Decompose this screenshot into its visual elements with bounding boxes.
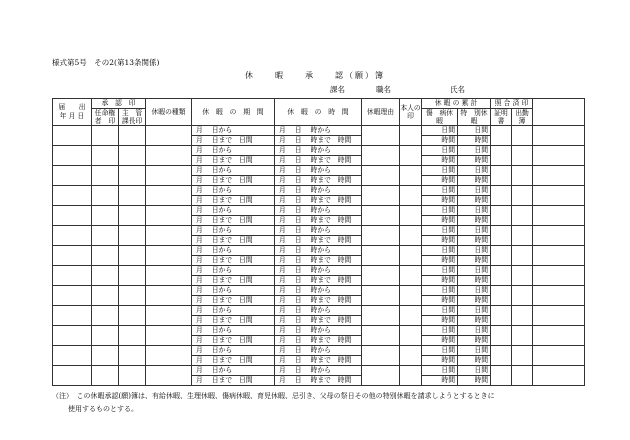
- period-to-cell[interactable]: 月 日まで 日間: [192, 316, 275, 326]
- leave-type-cell[interactable]: [146, 346, 192, 366]
- leave-type-cell[interactable]: [146, 266, 192, 286]
- approver-seal-cell[interactable]: [92, 266, 119, 286]
- period-to-cell[interactable]: 月 日まで 日間: [192, 296, 275, 306]
- reason-cell[interactable]: [362, 286, 400, 306]
- certificate-cell[interactable]: [491, 306, 512, 326]
- special-hours-cell[interactable]: 時間: [458, 136, 491, 146]
- special-hours-cell[interactable]: 時間: [458, 196, 491, 206]
- certificate-cell[interactable]: [491, 126, 512, 146]
- injury-days-cell[interactable]: 日間: [422, 186, 458, 196]
- time-from-cell[interactable]: 月 日 時から: [275, 346, 362, 356]
- blank-cell[interactable]: [533, 266, 585, 286]
- leave-type-cell[interactable]: [146, 126, 192, 146]
- special-days-cell[interactable]: 日間: [458, 346, 491, 356]
- date-header: [53, 99, 92, 126]
- leave-type-cell[interactable]: [146, 366, 192, 386]
- period-to-cell[interactable]: 月 日まで 日間: [192, 356, 275, 366]
- time-to-cell[interactable]: 月 日 時まで 時間: [275, 356, 362, 366]
- attendance-cell[interactable]: [512, 226, 533, 246]
- period-to-cell[interactable]: 月 日まで 日間: [192, 236, 275, 246]
- approver-seal-cell[interactable]: [92, 226, 119, 246]
- period-from-cell[interactable]: 月 日から: [192, 266, 275, 276]
- time-from-cell[interactable]: 月 日 時から: [275, 126, 362, 136]
- certificate-cell[interactable]: [491, 366, 512, 386]
- date-cell[interactable]: [53, 266, 92, 286]
- time-from-cell[interactable]: 月 日 時から: [275, 166, 362, 176]
- period-to-cell[interactable]: 月 日まで 日間: [192, 136, 275, 146]
- injury-hours-cell[interactable]: 時間: [422, 376, 458, 386]
- date-cell[interactable]: [53, 326, 92, 346]
- special-hours-cell[interactable]: 時間: [458, 156, 491, 166]
- reason-cell[interactable]: [362, 366, 400, 386]
- injury-days-cell[interactable]: 日間: [422, 346, 458, 356]
- period-from-cell[interactable]: 月 日から: [192, 166, 275, 176]
- period-to-cell[interactable]: 月 日まで 日間: [192, 216, 275, 226]
- time-from-cell[interactable]: 月 日 時から: [275, 186, 362, 196]
- personal-seal-header: 本人の印: [400, 99, 422, 126]
- section-label: 課名: [330, 85, 345, 94]
- blank-cell[interactable]: [533, 166, 585, 186]
- reason-cell[interactable]: [362, 266, 400, 286]
- time-from-cell[interactable]: 月 日 時から: [275, 366, 362, 376]
- time-to-cell[interactable]: 月 日 時まで 時間: [275, 136, 362, 146]
- leave-period-header: 休 暇 の 期 間: [192, 99, 275, 126]
- date-cell[interactable]: [53, 186, 92, 206]
- date-cell[interactable]: [53, 226, 92, 246]
- manager-seal-header: 主 管課長印: [119, 109, 146, 126]
- special-hours-cell[interactable]: 時間: [458, 276, 491, 286]
- record-row: [53, 366, 585, 376]
- special-days-cell[interactable]: 日間: [458, 306, 491, 316]
- period-to-cell[interactable]: 月 日まで 日間: [192, 176, 275, 186]
- injury-days-cell[interactable]: 日間: [422, 266, 458, 276]
- cumulative-header: 休 暇 の 累 計: [422, 99, 491, 109]
- reason-header: 休暇理由: [362, 99, 400, 126]
- period-from-cell[interactable]: 月 日から: [192, 346, 275, 356]
- special-leave-header: 特 別休 暇: [458, 109, 491, 126]
- certificate-header: 証明書: [491, 109, 512, 126]
- personal-seal-cell[interactable]: [400, 126, 422, 146]
- approver-seal-cell[interactable]: [92, 146, 119, 166]
- checked-header: 照 合 済 印: [491, 99, 533, 109]
- time-to-cell[interactable]: 月 日 時まで 時間: [275, 216, 362, 226]
- record-rows: [53, 126, 585, 386]
- personal-seal-cell[interactable]: [400, 346, 422, 366]
- leave-type-cell[interactable]: [146, 306, 192, 326]
- injury-days-cell[interactable]: 日間: [422, 126, 458, 136]
- special-days-cell[interactable]: 日間: [458, 286, 491, 296]
- footnote: （注） この休暇承認(願)簿は、有給休暇、生理休暇、傷病休暇、育児休暇、忌引き、父母の祭日その他の特別休暇を請求しようとするときに: [52, 392, 495, 400]
- period-from-cell[interactable]: 月 日から: [192, 326, 275, 336]
- leave-type-cell[interactable]: [146, 326, 192, 346]
- name-label: 氏名: [450, 85, 465, 94]
- period-to-cell[interactable]: 月 日まで 日間: [192, 196, 275, 206]
- approver-seal-cell[interactable]: [92, 366, 119, 386]
- time-to-cell[interactable]: 月 日 時まで 時間: [275, 376, 362, 386]
- period-from-cell[interactable]: 月 日から: [192, 186, 275, 196]
- certificate-cell[interactable]: [491, 206, 512, 226]
- approver-seal-cell[interactable]: [92, 306, 119, 326]
- blank-cell[interactable]: [533, 326, 585, 346]
- leave-type-cell[interactable]: [146, 186, 192, 206]
- attendance-cell[interactable]: [512, 166, 533, 186]
- certificate-cell[interactable]: [491, 346, 512, 366]
- blank-cell[interactable]: [533, 346, 585, 366]
- special-days-cell[interactable]: 日間: [458, 246, 491, 256]
- personal-seal-cell[interactable]: [400, 146, 422, 166]
- reason-cell[interactable]: [362, 226, 400, 246]
- attendance-cell[interactable]: [512, 146, 533, 166]
- personal-seal-cell[interactable]: [400, 226, 422, 246]
- time-to-cell[interactable]: 月 日 時まで 時間: [275, 336, 362, 346]
- injury-hours-cell[interactable]: 時間: [422, 276, 458, 286]
- period-from-cell[interactable]: 月 日から: [192, 286, 275, 296]
- personal-seal-cell[interactable]: [400, 166, 422, 186]
- leave-type-cell[interactable]: [146, 286, 192, 306]
- injury-days-cell[interactable]: 日間: [422, 326, 458, 336]
- leave-type-cell[interactable]: [146, 226, 192, 246]
- approver-seal-cell[interactable]: [92, 346, 119, 366]
- injury-leave-header: 傷 病休 暇: [422, 109, 458, 126]
- manager-seal-cell[interactable]: [119, 206, 146, 226]
- injury-days-cell[interactable]: 日間: [422, 226, 458, 236]
- certificate-cell[interactable]: [491, 286, 512, 306]
- manager-seal-cell[interactable]: [119, 246, 146, 266]
- certificate-cell[interactable]: [491, 226, 512, 246]
- personal-seal-cell[interactable]: [400, 306, 422, 326]
- time-from-cell[interactable]: 月 日 時から: [275, 326, 362, 336]
- record-row: [53, 186, 585, 196]
- manager-seal-cell[interactable]: [119, 166, 146, 186]
- period-to-cell[interactable]: 月 日まで 日間: [192, 276, 275, 286]
- time-to-cell[interactable]: 月 日 時まで 時間: [275, 276, 362, 286]
- period-from-cell[interactable]: 月 日から: [192, 366, 275, 376]
- period-from-cell[interactable]: 月 日から: [192, 306, 275, 316]
- leave-type-cell[interactable]: [146, 206, 192, 226]
- manager-seal-cell[interactable]: [119, 186, 146, 206]
- attendance-cell[interactable]: [512, 206, 533, 226]
- manager-seal-cell[interactable]: [119, 286, 146, 306]
- time-to-cell[interactable]: 月 日 時まで 時間: [275, 236, 362, 246]
- approver-seal-cell[interactable]: [92, 206, 119, 226]
- special-days-cell[interactable]: 日間: [458, 146, 491, 156]
- injury-hours-cell[interactable]: 時間: [422, 136, 458, 146]
- injury-days-cell[interactable]: 日間: [422, 286, 458, 296]
- record-row: [53, 326, 585, 336]
- manager-seal-cell[interactable]: [119, 226, 146, 246]
- record-row: [53, 126, 585, 136]
- blank-cell[interactable]: [533, 186, 585, 206]
- period-from-cell[interactable]: 月 日から: [192, 226, 275, 236]
- date-cell[interactable]: [53, 306, 92, 326]
- certificate-cell[interactable]: [491, 326, 512, 346]
- time-from-cell[interactable]: 月 日 時から: [275, 266, 362, 276]
- personal-seal-cell[interactable]: [400, 266, 422, 286]
- reason-cell[interactable]: [362, 306, 400, 326]
- reason-cell[interactable]: [362, 206, 400, 226]
- time-from-cell[interactable]: 月 日 時から: [275, 146, 362, 156]
- special-days-cell[interactable]: 日間: [458, 266, 491, 276]
- blank-cell[interactable]: [533, 206, 585, 226]
- special-days-cell[interactable]: 日間: [458, 186, 491, 196]
- personal-seal-cell[interactable]: [400, 186, 422, 206]
- attendance-cell[interactable]: [512, 326, 533, 346]
- certificate-cell[interactable]: [491, 266, 512, 286]
- attendance-cell[interactable]: [512, 266, 533, 286]
- blank-cell[interactable]: [533, 306, 585, 326]
- time-from-cell[interactable]: 月 日 時から: [275, 246, 362, 256]
- attendance-cell[interactable]: [512, 186, 533, 206]
- personal-seal-cell[interactable]: [400, 206, 422, 226]
- date-header-top: 届 出: [58, 103, 86, 111]
- period-to-cell[interactable]: 月 日まで 日間: [192, 376, 275, 386]
- personal-seal-cell[interactable]: [400, 246, 422, 266]
- injury-hours-cell[interactable]: 時間: [422, 336, 458, 346]
- manager-seal-cell[interactable]: [119, 366, 146, 386]
- footnote-continued: 使用するものとする。: [68, 405, 138, 413]
- time-to-cell[interactable]: 月 日 時まで 時間: [275, 176, 362, 186]
- injury-hours-cell[interactable]: 時間: [422, 156, 458, 166]
- blank-cell[interactable]: [533, 366, 585, 386]
- special-days-cell[interactable]: 日間: [458, 366, 491, 376]
- reason-cell[interactable]: [362, 166, 400, 186]
- division-label: 職名: [376, 85, 391, 94]
- time-to-cell[interactable]: 月 日 時まで 時間: [275, 316, 362, 326]
- special-days-cell[interactable]: 日間: [458, 226, 491, 236]
- record-row: [53, 266, 585, 276]
- blank-cell[interactable]: [533, 246, 585, 266]
- approver-seal-cell[interactable]: [92, 326, 119, 346]
- reason-cell[interactable]: [362, 186, 400, 206]
- record-row: [53, 346, 585, 356]
- leave-time-header: 休 暇 の 時 間: [275, 99, 362, 126]
- manager-seal-cell[interactable]: [119, 146, 146, 166]
- period-from-cell[interactable]: 月 日から: [192, 146, 275, 156]
- period-to-cell[interactable]: 月 日まで 日間: [192, 336, 275, 346]
- time-to-cell[interactable]: 月 日 時まで 時間: [275, 256, 362, 266]
- record-row: [53, 306, 585, 316]
- injury-days-cell[interactable]: 日間: [422, 306, 458, 316]
- date-header-bottom: 年 月 日: [59, 112, 85, 120]
- attendance-book-header: 出勤簿: [512, 109, 533, 126]
- injury-hours-cell[interactable]: 時間: [422, 236, 458, 246]
- blank-cell[interactable]: [533, 126, 585, 146]
- leave-type-cell[interactable]: [146, 146, 192, 166]
- date-cell[interactable]: [53, 146, 92, 166]
- special-hours-cell[interactable]: 時間: [458, 176, 491, 186]
- special-days-cell[interactable]: 日間: [458, 206, 491, 216]
- certificate-cell[interactable]: [491, 166, 512, 186]
- manager-seal-cell[interactable]: [119, 306, 146, 326]
- time-to-cell[interactable]: 月 日 時まで 時間: [275, 296, 362, 306]
- attendance-cell[interactable]: [512, 126, 533, 146]
- reason-cell[interactable]: [362, 346, 400, 366]
- record-row: [53, 206, 585, 216]
- leave-register-table: [52, 98, 585, 386]
- approver-seal-cell[interactable]: [92, 246, 119, 266]
- period-from-cell[interactable]: 月 日から: [192, 246, 275, 256]
- approver-seal-cell[interactable]: [92, 286, 119, 306]
- record-row: [53, 286, 585, 296]
- injury-hours-cell[interactable]: 時間: [422, 296, 458, 306]
- special-days-cell[interactable]: 日間: [458, 166, 491, 176]
- special-hours-cell[interactable]: 時間: [458, 376, 491, 386]
- time-to-cell[interactable]: 月 日 時まで 時間: [275, 196, 362, 206]
- injury-hours-cell[interactable]: 時間: [422, 256, 458, 266]
- leave-type-cell[interactable]: [146, 246, 192, 266]
- manager-seal-cell[interactable]: [119, 346, 146, 366]
- date-cell[interactable]: [53, 346, 92, 366]
- injury-hours-cell[interactable]: 時間: [422, 176, 458, 186]
- attendance-cell[interactable]: [512, 286, 533, 306]
- approver-seal-cell[interactable]: [92, 186, 119, 206]
- date-cell[interactable]: [53, 366, 92, 386]
- special-hours-cell[interactable]: 時間: [458, 336, 491, 346]
- special-hours-cell[interactable]: 時間: [458, 216, 491, 226]
- blank-cell[interactable]: [533, 286, 585, 306]
- record-row: [53, 146, 585, 156]
- leave-type-cell[interactable]: [146, 166, 192, 186]
- injury-hours-cell[interactable]: 時間: [422, 316, 458, 326]
- blank-cell[interactable]: [533, 146, 585, 166]
- approver-seal-cell[interactable]: [92, 126, 119, 146]
- certificate-cell[interactable]: [491, 186, 512, 206]
- record-row: [53, 246, 585, 256]
- period-to-cell[interactable]: 月 日まで 日間: [192, 156, 275, 166]
- certificate-cell[interactable]: [491, 146, 512, 166]
- leave-type-header: 休暇の種類: [146, 99, 192, 126]
- date-cell[interactable]: [53, 246, 92, 266]
- date-cell[interactable]: [53, 206, 92, 226]
- special-hours-cell[interactable]: 時間: [458, 316, 491, 326]
- record-row: [53, 226, 585, 236]
- injury-days-cell[interactable]: 日間: [422, 366, 458, 376]
- injury-hours-cell[interactable]: 時間: [422, 216, 458, 226]
- record-row: [53, 166, 585, 176]
- manager-seal-cell[interactable]: [119, 266, 146, 286]
- manager-seal-cell[interactable]: [119, 126, 146, 146]
- manager-seal-cell[interactable]: [119, 326, 146, 346]
- injury-hours-cell[interactable]: 時間: [422, 196, 458, 206]
- attendance-cell[interactable]: [512, 306, 533, 326]
- attendance-cell[interactable]: [512, 246, 533, 266]
- form-title: 休 暇 承 認（願）簿: [245, 71, 385, 80]
- special-days-cell[interactable]: 日間: [458, 126, 491, 136]
- injury-days-cell[interactable]: 日間: [422, 146, 458, 156]
- period-from-cell[interactable]: 月 日から: [192, 206, 275, 216]
- certificate-cell[interactable]: [491, 246, 512, 266]
- reason-cell[interactable]: [362, 246, 400, 266]
- special-hours-cell[interactable]: 時間: [458, 356, 491, 366]
- period-from-cell[interactable]: 月 日から: [192, 126, 275, 136]
- period-to-cell[interactable]: 月 日まで 日間: [192, 256, 275, 266]
- personal-seal-cell[interactable]: [400, 366, 422, 386]
- injury-days-cell[interactable]: 日間: [422, 166, 458, 176]
- reason-cell[interactable]: [362, 126, 400, 146]
- date-cell[interactable]: [53, 166, 92, 186]
- form-code: 様式第5号 その2(第13条関係): [52, 58, 160, 67]
- blank-cell[interactable]: [533, 226, 585, 246]
- special-days-cell[interactable]: 日間: [458, 326, 491, 336]
- time-from-cell[interactable]: 月 日 時から: [275, 306, 362, 316]
- injury-hours-cell[interactable]: 時間: [422, 356, 458, 366]
- date-cell[interactable]: [53, 126, 92, 146]
- attendance-cell[interactable]: [512, 366, 533, 386]
- time-from-cell[interactable]: 月 日 時から: [275, 206, 362, 216]
- injury-days-cell[interactable]: 日間: [422, 246, 458, 256]
- special-hours-cell[interactable]: 時間: [458, 256, 491, 266]
- injury-days-cell[interactable]: 日間: [422, 206, 458, 216]
- special-hours-cell[interactable]: 時間: [458, 296, 491, 306]
- time-from-cell[interactable]: 月 日 時から: [275, 286, 362, 296]
- blank-header: [533, 99, 585, 126]
- personal-seal-cell[interactable]: [400, 326, 422, 346]
- approver-seal-cell[interactable]: [92, 166, 119, 186]
- time-to-cell[interactable]: 月 日 時まで 時間: [275, 156, 362, 166]
- date-cell[interactable]: [53, 286, 92, 306]
- attendance-cell[interactable]: [512, 346, 533, 366]
- special-hours-cell[interactable]: 時間: [458, 236, 491, 246]
- approver-seal-header: 任命権者 印: [92, 109, 119, 126]
- reason-cell[interactable]: [362, 146, 400, 166]
- time-from-cell[interactable]: 月 日 時から: [275, 226, 362, 236]
- approval-header: 承 認 印: [92, 99, 146, 109]
- personal-seal-cell[interactable]: [400, 286, 422, 306]
- reason-cell[interactable]: [362, 326, 400, 346]
